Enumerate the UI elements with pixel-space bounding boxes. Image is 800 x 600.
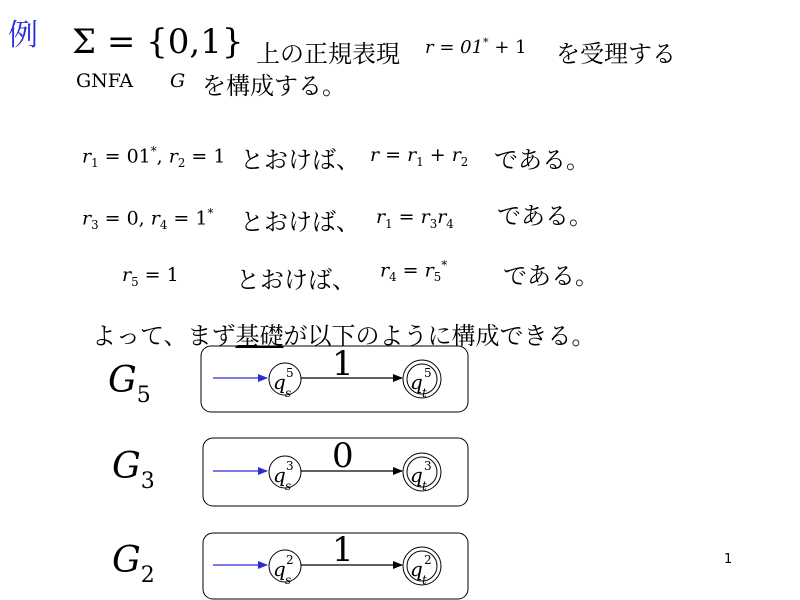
accept-state-sup: 5 bbox=[424, 366, 432, 380]
accept-state-sup: 2 bbox=[424, 553, 432, 567]
term: r bbox=[376, 206, 386, 228]
start-state-sup: 2 bbox=[286, 553, 294, 567]
line2-mid-text: とおけば、 bbox=[240, 208, 360, 236]
automaton-name: G bbox=[108, 360, 137, 401]
subscript: 1 bbox=[385, 216, 393, 231]
start-state-sub: s bbox=[285, 479, 292, 493]
term: = 1 bbox=[185, 145, 226, 168]
line2-end-text: である。 bbox=[497, 202, 593, 230]
term: r = bbox=[370, 144, 408, 166]
automaton-name: G bbox=[112, 540, 141, 581]
term: r bbox=[424, 259, 434, 282]
gnfa-label: GNFA bbox=[76, 70, 134, 92]
subscript: 4 bbox=[389, 270, 397, 285]
subscript: 5 bbox=[433, 270, 442, 285]
line3-mid-text: とおけば、 bbox=[236, 266, 356, 294]
start-state-sup: 3 bbox=[286, 459, 294, 473]
start-state-sub: s bbox=[285, 386, 292, 400]
accept-state-label: q bbox=[410, 463, 423, 487]
subscript: 4 bbox=[159, 218, 168, 233]
superscript: * bbox=[150, 144, 157, 158]
intro-text-1: 上の正規表現 bbox=[256, 40, 400, 68]
accept-state-sub: t bbox=[422, 573, 427, 587]
accept-state-sup: 3 bbox=[424, 459, 432, 473]
term: + bbox=[423, 144, 452, 166]
regex-star: * bbox=[483, 36, 489, 49]
slide-heading: 例 bbox=[8, 18, 38, 53]
start-state-sup: 5 bbox=[286, 366, 294, 380]
line3-end-text: である。 bbox=[503, 262, 599, 290]
term: = bbox=[396, 259, 425, 282]
term: = bbox=[392, 206, 421, 228]
intro-text-2: を受理する bbox=[556, 40, 676, 68]
term: = 1 bbox=[138, 264, 179, 286]
subscript: 4 bbox=[446, 216, 454, 231]
subscript: 3 bbox=[429, 216, 438, 231]
start-state-label: q bbox=[273, 370, 286, 394]
accept-state-sub: t bbox=[422, 479, 427, 493]
term: = 1 bbox=[167, 207, 208, 230]
subscript: 2 bbox=[177, 156, 186, 171]
transition-label: 1 bbox=[332, 530, 354, 570]
conclusion-after: が以下のように構成できる。 bbox=[283, 322, 596, 350]
automaton-name: G bbox=[112, 446, 141, 487]
automaton-index: 3 bbox=[140, 468, 155, 494]
term: r bbox=[122, 264, 132, 286]
start-state-sub: s bbox=[285, 573, 292, 587]
term: r bbox=[380, 259, 390, 282]
automaton-index: 2 bbox=[140, 562, 155, 588]
alphabet-definition: Σ = {0,1} bbox=[72, 22, 244, 62]
subscript: 1 bbox=[91, 156, 99, 171]
term: r bbox=[437, 206, 447, 228]
regex-tail: + 1 bbox=[488, 37, 527, 58]
subscript: 3 bbox=[91, 218, 99, 233]
g-symbol: G bbox=[170, 70, 186, 92]
superscript: * bbox=[207, 206, 214, 220]
term: r bbox=[150, 207, 160, 230]
term: = 0, bbox=[98, 207, 151, 230]
accept-state-label: q bbox=[410, 557, 423, 581]
term: r bbox=[420, 206, 430, 228]
superscript: * bbox=[441, 258, 448, 272]
automaton-g2 bbox=[203, 530, 468, 599]
regex-base: r = 01 bbox=[425, 37, 484, 58]
term: r bbox=[82, 207, 92, 230]
automaton-g3 bbox=[203, 436, 468, 506]
start-state-label: q bbox=[273, 463, 286, 487]
transition-label: 1 bbox=[332, 344, 354, 384]
intro-text-3: を構成する。 bbox=[202, 72, 346, 100]
line1-end-text: である。 bbox=[494, 146, 590, 174]
term: r bbox=[451, 144, 461, 166]
automaton-g5 bbox=[201, 344, 468, 412]
accept-state-label: q bbox=[410, 370, 423, 394]
term: r bbox=[82, 145, 92, 168]
automaton-index: 5 bbox=[136, 382, 151, 408]
page-number: 1 bbox=[724, 552, 733, 567]
subscript: 1 bbox=[416, 154, 424, 169]
term: , bbox=[156, 145, 169, 168]
conclusion-underlined: 基礎 bbox=[235, 322, 284, 350]
conclusion-before: よって、まず bbox=[92, 322, 236, 350]
term: r bbox=[407, 144, 417, 166]
line1-mid-text: とおけば、 bbox=[240, 146, 360, 174]
term: = 01 bbox=[98, 145, 151, 168]
term: r bbox=[168, 145, 178, 168]
subscript: 5 bbox=[131, 274, 139, 289]
accept-state-sub: t bbox=[422, 386, 427, 400]
start-state-label: q bbox=[273, 557, 286, 581]
subscript: 2 bbox=[460, 154, 469, 169]
transition-label: 0 bbox=[332, 436, 354, 476]
